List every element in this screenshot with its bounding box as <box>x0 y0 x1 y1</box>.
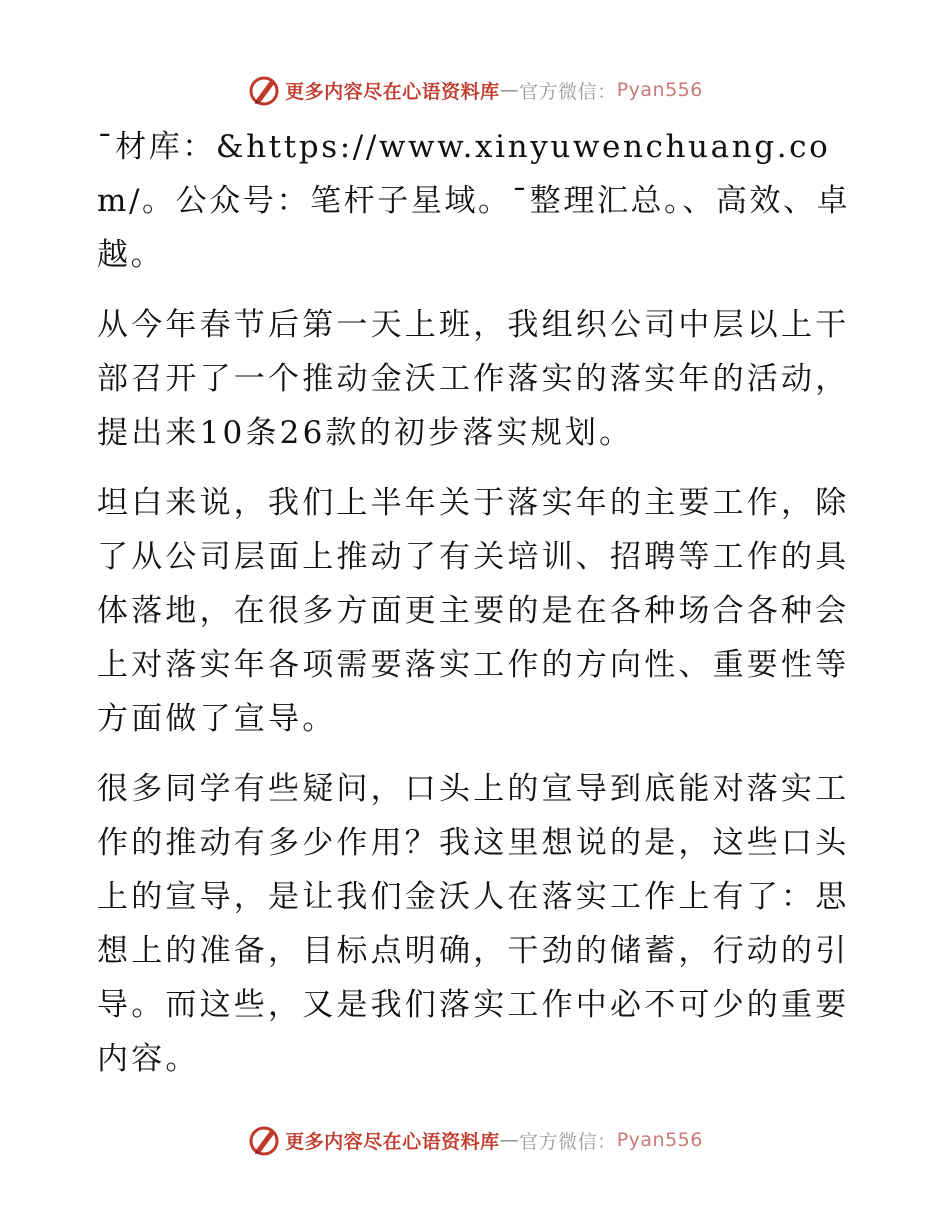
banner-main-text: 更多内容尽在心语资料库 <box>285 80 500 103</box>
footer-banner <box>0 1120 950 1160</box>
pen-logo-icon <box>247 1123 281 1157</box>
pen-logo-icon <box>247 73 281 107</box>
banner-wechat-label: 官方微信： <box>519 1130 617 1153</box>
banner-separator: — <box>499 79 520 101</box>
banner-wechat-id: Pyan556 <box>616 79 703 101</box>
paragraph-source-note: ¯材库：&https://www.xinyuwenchuang.com/。公众号：笔杆子星域。¯整理汇总。、高效、卓越。 <box>97 129 851 273</box>
paragraph-2: 坦白来说，我们上半年关于落实年的主要工作，除了从公司层面上推动了有关培训、招聘等工作的具体落地，在很多方面更主要的是在各种场合各种会上对落实年各项需要落实工作的方向性、重要性等方面做了宣导。 <box>97 485 850 737</box>
banner-separator: — <box>499 1129 520 1151</box>
document-body <box>97 120 857 1102</box>
banner-main-text: 更多内容尽在心语资料库 <box>285 1130 500 1153</box>
paragraph-1: 从今年春节后第一天上班，我组织公司中层以上干部召开了一个推动金沃工作落实的落实年的活动，提出来10条26款的初步落实规划。 <box>97 307 850 451</box>
banner-wechat-label: 官方微信： <box>519 80 617 103</box>
banner-wechat-id: Pyan556 <box>616 1129 703 1151</box>
paragraph-3: 很多同学有些疑问，口头上的宣导到底能对落实工作的推动有多少作用？我这里想说的是，这些口头上的宣导，是让我们金沃人在落实工作上有了：思想上的准备，目标点明确，干劲的储蓄，行动的引导。而这些，又是我们落实工作中必不可少的重要内容。 <box>97 771 850 1077</box>
header-banner <box>0 70 950 110</box>
